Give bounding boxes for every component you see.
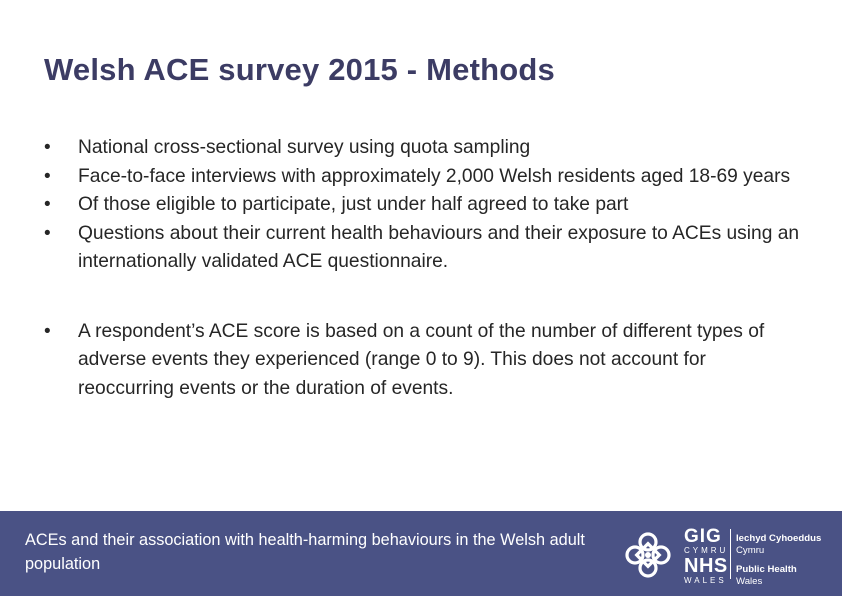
nhs-text: NHS <box>684 555 728 577</box>
public-health-wales-logo <box>622 521 827 585</box>
bullet-item: • Face-to-face interviews with approximately 2,000 Welsh residents aged 18-69 years <box>44 163 804 192</box>
page-title: Welsh ACE survey 2015 - Methods <box>44 52 555 87</box>
nhs-wordmark <box>684 527 728 586</box>
gig-text: GIG <box>684 526 722 547</box>
bullet-item: • Questions about their current health behaviours and their exposure to ACEs using an internationally validated ACE questionnaire. <box>44 220 804 277</box>
footer-caption: ACEs and their association with health-harming behaviours in the Welsh adult population <box>25 531 585 573</box>
cymru-text: CYMRU <box>684 546 729 555</box>
celtic-knot-icon <box>622 529 674 581</box>
footer-bar <box>0 511 842 596</box>
logo-divider <box>730 529 731 579</box>
org-welsh-line2: Cymru <box>736 545 765 556</box>
bullet-item: • National cross-sectional survey using quota sampling <box>44 134 804 163</box>
bullet-item: • A respondent’s ACE score is based on a count of the number of different types of adverse events they experienced (range 0 to 9). This does not account for reoccurring events or the duration of events. <box>44 318 804 404</box>
wales-text: WALES <box>684 576 727 585</box>
org-english-line2: Wales <box>736 576 763 587</box>
bullet-list <box>44 134 804 403</box>
bullet-item: • Of those eligible to participate, just under half agreed to take part <box>44 191 804 220</box>
org-welsh-line1: Iechyd Cyhoeddus <box>736 533 822 544</box>
org-name <box>736 533 821 588</box>
org-english-line1: Public Health <box>736 564 797 575</box>
